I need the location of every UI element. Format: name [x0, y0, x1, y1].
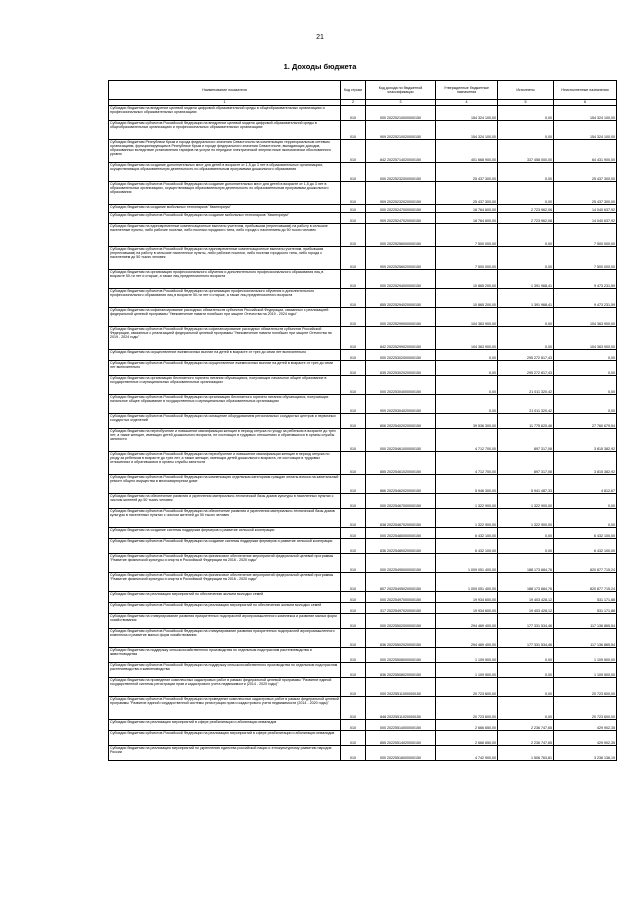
row-name: Субсидии бюджетам субъектов Российской Федерации на стимулирование развития приоритетных подотраслей агропромышленного комплекса и развитие малых форм хозяйствования: [109, 629, 341, 648]
row-code: 010: [341, 592, 366, 603]
budget-code: 909 20225232020000150: [366, 182, 436, 205]
executed-amount: 0,00: [498, 678, 554, 697]
budget-code: 000 20225497000000150: [366, 592, 436, 603]
executed-amount: 0,00: [498, 327, 554, 350]
executed-amount: 1 322 900,00: [498, 509, 554, 528]
column-number: 3: [366, 100, 436, 106]
budget-code: 866 20225462020000150: [366, 475, 436, 494]
row-code: 010: [341, 414, 366, 429]
remaining-amount: 117 136 865,54: [554, 614, 617, 629]
revenue-table: [108, 80, 617, 761]
remaining-amount: 64 431 900,00: [554, 140, 617, 163]
row-code: 010: [341, 494, 366, 509]
remaining-amount: 154 324 100,00: [554, 121, 617, 140]
executed-amount: 177 331 534,46: [498, 629, 554, 648]
row-code: 010: [341, 327, 366, 350]
budget-code: 855 20225514020000150: [366, 731, 436, 746]
remaining-amount: 3 815 382,92: [554, 429, 617, 452]
column-number: 4: [436, 100, 498, 106]
budget-code: 000 20225299000000150: [366, 308, 436, 327]
row-name: Субсидии бюджетам субъектов Российской Федерации на финансовое обеспечение мероприятий федеральной целевой программы "Развитие физической культуры и спорта в Российской Федерации на 2016 - 2020 годы": [109, 573, 341, 592]
budget-code: 909 20225247020000150: [366, 213, 436, 224]
table-row: [109, 224, 617, 247]
remaining-amount: 0,00: [554, 350, 617, 361]
row-code: 010: [341, 395, 366, 414]
table-row: [109, 429, 617, 452]
remaining-amount: 7 500 000,00: [554, 247, 617, 270]
row-name: Субсидии бюджетам на проведение комплексных кадастровых работ в рамках федеральной целевой программы "Развитие единой государственной системы регистрации прав и кадастрового учета недвижимости (2014 - 2020 годы)": [109, 678, 341, 697]
remaining-amount: 14 040 637,92: [554, 205, 617, 213]
row-name: Субсидии бюджетам субъектов Российской Федерации на обеспечение развития и укрепления материально-технической базы домов культуры в населенных пунктах с числом жителей до 50 тысяч человек: [109, 509, 341, 528]
page-number: 21: [316, 34, 324, 41]
executed-amount: 19 403 428,12: [498, 603, 554, 614]
budget-code: 000 20225302000000150: [366, 350, 436, 361]
executed-amount: 337 458 000,00: [498, 140, 554, 163]
row-code: 010: [341, 720, 366, 731]
executed-amount: 0,00: [498, 106, 554, 121]
budget-code: 855 20225461020000150: [366, 452, 436, 475]
approved-amount: 25 437 300,00: [436, 182, 498, 205]
approved-amount: 25 437 300,00: [436, 163, 498, 182]
row-code: 010: [341, 270, 366, 289]
executed-amount: 0,00: [498, 182, 554, 205]
table-row: [109, 163, 617, 182]
row-name: Субсидии бюджетам субъектов Российской Федерации на создание дополнительных мест для детей в возрасте от 1,5 до 3 лет в образовательных организациях, осуществляющих образовательную деятельность по образовательным программам дошкольного образования: [109, 182, 341, 205]
column-number: 6: [554, 100, 617, 106]
row-code: 010: [341, 528, 366, 539]
budget-code: 909 20225210020000150: [366, 121, 436, 140]
remaining-amount: 154 324 100,00: [554, 106, 617, 121]
approved-amount: 19 934 600,00: [436, 603, 498, 614]
budget-code: 000 20225480000000150: [366, 528, 436, 539]
row-name: Субсидии бюджетам на внедрение целевой модели цифровой образовательной среды в общеобразовательных организациях и профессиональных образовательных организациях: [109, 106, 341, 121]
row-code: 010: [341, 350, 366, 361]
remaining-amount: 9 473 231,59: [554, 289, 617, 308]
column-number: 2: [341, 100, 366, 106]
column-header: Исполнено: [498, 81, 554, 100]
executed-amount: 2 236 747,65: [498, 731, 554, 746]
table-body: [109, 106, 617, 761]
approved-amount: 0,00: [436, 350, 498, 361]
budget-code: 855 20225294020000150: [366, 289, 436, 308]
budget-code: 000 20225514000000150: [366, 720, 436, 731]
budget-code: 807 20225495020000150: [366, 573, 436, 592]
row-name: Субсидии бюджетам субъектов Российской Федерации на компенсацию отдельным категориям граждан оплаты взноса на капитальный ремонт общего имущества в многоквартирном доме: [109, 475, 341, 494]
row-name: Субсидии бюджетам субъектов Российской Федерации на поддержку сельскохозяйственного производства по отдельным подотраслям растениеводства и животноводства: [109, 663, 341, 678]
remaining-amount: 0,00: [554, 509, 617, 528]
executed-amount: 0,00: [498, 121, 554, 140]
approved-amount: 4 712 700,00: [436, 429, 498, 452]
approved-amount: 10 865 200,00: [436, 270, 498, 289]
row-code: 010: [341, 224, 366, 247]
remaining-amount: 0,00: [554, 376, 617, 395]
row-code: 010: [341, 361, 366, 376]
row-name: Субсидии бюджетам на поддержку сельскохозяйственного производства по отдельным подотраслям растениеводства и животноводства: [109, 648, 341, 663]
remaining-amount: 27 760 679,54: [554, 414, 617, 429]
row-code: 010: [341, 376, 366, 395]
executed-amount: 2 236 747,65: [498, 720, 554, 731]
budget-code: 317 20225497020000150: [366, 603, 436, 614]
table-row: [109, 247, 617, 270]
table-row: [109, 573, 617, 592]
row-name: Субсидии бюджетам субъектов Российской Федерации на финансовое обеспечение мероприятий федеральной целевой программы "Развитие физической культуры и спорта в Российской Федерации на 2016 - 2020 годы": [109, 554, 341, 573]
executed-amount: 1 391 968,41: [498, 289, 554, 308]
approved-amount: 20 723 600,00: [436, 697, 498, 720]
budget-code: 848 20225511020000150: [366, 697, 436, 720]
row-code: 010: [341, 663, 366, 678]
executed-amount: 0,00: [498, 539, 554, 554]
table-row: [109, 720, 617, 731]
approved-amount: 0,00: [436, 376, 498, 395]
row-code: 010: [341, 429, 366, 452]
executed-amount: 177 331 534,46: [498, 614, 554, 629]
approved-amount: 294 469 400,00: [436, 629, 498, 648]
remaining-amount: 7 500 000,00: [554, 224, 617, 247]
remaining-amount: 820 877 715,24: [554, 573, 617, 592]
budget-code: 000 20225495000000150: [366, 554, 436, 573]
budget-code: 000 20225256000000150: [366, 224, 436, 247]
budget-code: 000 20225210000000150: [366, 106, 436, 121]
remaining-amount: 1 109 500,00: [554, 663, 617, 678]
row-name: Субсидии бюджетам субъектов Российской Федерации на единовременные компенсационные выплаты учителям, прибывшим (переехавшим) на работу в сельские населенные пункты, либо рабочие поселки, либо поселки городского типа, либо города с населением до 50 тысяч человек: [109, 247, 341, 270]
budget-code: 806 20225402020000150: [366, 414, 436, 429]
remaining-amount: 104 363 900,00: [554, 308, 617, 327]
table-row: [109, 603, 617, 614]
row-code: 010: [341, 106, 366, 121]
row-name: Субсидии бюджетам субъектов Российской Федерации на переобучение и повышение квалификации женщин в период отпуска по уходу за ребенком в возрасте до трех лет, а также женщин, имеющих детей дошкольного возраста, не состоящих в трудовых отношениях и обратившихся в органы службы занятости: [109, 452, 341, 475]
approved-amount: 10 865 200,00: [436, 289, 498, 308]
executed-amount: 2 723 962,06: [498, 205, 554, 213]
table-row: [109, 452, 617, 475]
executed-amount: 0,00: [498, 648, 554, 663]
budget-code: 000 20225304000000150: [366, 376, 436, 395]
executed-amount: 0,00: [498, 697, 554, 720]
approved-amount: 5 946 300,00: [436, 475, 498, 494]
row-name: Субсидии бюджетам на реализацию мероприятий по укреплению единства российской нации и этнокультурному развитию народов России: [109, 746, 341, 761]
remaining-amount: 820 877 715,24: [554, 554, 617, 573]
table-row: [109, 629, 617, 648]
executed-amount: 897 317,08: [498, 429, 554, 452]
table-row: [109, 509, 617, 528]
remaining-amount: 0,00: [554, 494, 617, 509]
approved-amount: 294 469 400,00: [436, 614, 498, 629]
table-row: [109, 327, 617, 350]
executed-amount: 1 322 900,00: [498, 494, 554, 509]
approved-amount: 4 742 900,00: [436, 746, 498, 761]
table-row: [109, 121, 617, 140]
approved-amount: 104 363 900,00: [436, 308, 498, 327]
executed-amount: 1 506 763,81: [498, 746, 554, 761]
remaining-amount: 25 437 300,00: [554, 163, 617, 182]
row-code: 010: [341, 475, 366, 494]
executed-amount: 188 173 684,76: [498, 554, 554, 573]
approved-amount: 1 109 500,00: [436, 648, 498, 663]
approved-amount: 1 009 051 400,00: [436, 573, 498, 592]
row-name: Субсидии бюджетам на единовременные компенсационные выплаты учителям, прибывшим (переехавшим) на работу в сельские населенные пункты, либо рабочие поселки, либо поселки городского типа, либо города с населением до 50 тысяч человек: [109, 224, 341, 247]
remaining-amount: 6 432 100,00: [554, 528, 617, 539]
executed-amount: 21 011 320,42: [498, 376, 554, 395]
table-row: [109, 395, 617, 414]
row-name: Субсидии бюджетам на организацию бесплатного горячего питания обучающихся, получающих начальное общее образование в государственных и муниципальных образовательных организациях: [109, 376, 341, 395]
table-row: [109, 350, 617, 361]
executed-amount: 295 272 817,43: [498, 350, 554, 361]
row-code: 010: [341, 697, 366, 720]
budget-code: 836 20225480020000150: [366, 539, 436, 554]
executed-amount: 19 403 428,12: [498, 592, 554, 603]
remaining-amount: 531 171,88: [554, 592, 617, 603]
budget-code: 000 20225508000000150: [366, 648, 436, 663]
row-name: Субсидии бюджетам субъектов Российской Федерации на реализацию мероприятий по обеспечению жильем молодых семей: [109, 603, 341, 614]
row-name: Субсидии бюджетам субъектов Российской Федерации на софинансирование расходных обязательств субъектов Российской Федерации, связанных с реализацией федеральной целевой программы "Увековечение памяти погибших при защите Отечества на 2019 - 2024 годы": [109, 327, 341, 350]
budget-code: 909 20225304020000150: [366, 395, 436, 414]
approved-amount: 7 500 000,00: [436, 224, 498, 247]
row-code: 010: [341, 731, 366, 746]
table-row: [109, 376, 617, 395]
table-row: [109, 140, 617, 163]
row-code: 010: [341, 554, 366, 573]
remaining-amount: 25 437 300,00: [554, 182, 617, 205]
row-code: 010: [341, 509, 366, 528]
row-code: 010: [341, 539, 366, 554]
row-code: 010: [341, 573, 366, 592]
approved-amount: 2 666 650,00: [436, 720, 498, 731]
remaining-amount: 4 812,67: [554, 475, 617, 494]
row-name: Субсидии бюджетам субъектов Российской Федерации на организацию профессионального обучения и дополнительного профессионального образования лиц в возрасте 50-ти лет и старше, а также лиц предпенсионного возраста: [109, 289, 341, 308]
budget-code: 842 20225714020000150: [366, 140, 436, 163]
table-row: [109, 475, 617, 494]
table-row: [109, 539, 617, 554]
approved-amount: 0,00: [436, 395, 498, 414]
row-name: Субсидии бюджетам субъектов Российской Федерации на организацию бесплатного горячего питания обучающихся, получающих начальное общее образование в государственных и муниципальных образовательных организациях: [109, 395, 341, 414]
row-code: 010: [341, 452, 366, 475]
executed-amount: 5 941 487,33: [498, 475, 554, 494]
remaining-amount: 20 723 600,00: [554, 678, 617, 697]
table-row: [109, 528, 617, 539]
header-row: [109, 81, 617, 100]
approved-amount: 0,00: [436, 361, 498, 376]
executed-amount: 0,00: [498, 308, 554, 327]
column-header: Код дохода по бюджетной классификации: [366, 81, 436, 100]
executed-amount: 188 173 684,76: [498, 573, 554, 592]
executed-amount: 0,00: [498, 247, 554, 270]
approved-amount: 7 500 000,00: [436, 247, 498, 270]
row-name: Субсидии бюджетам субъектов Российской Федерации на создание мобильных технопарков "Кванториум": [109, 213, 341, 224]
table-row: [109, 731, 617, 746]
table-row: [109, 554, 617, 573]
row-code: 010: [341, 163, 366, 182]
table-row: [109, 494, 617, 509]
row-name: Субсидии бюджетам субъектов Российской Федерации на оснащение оборудованием региональных сосудистых центров и первичных сосудистых отделений: [109, 414, 341, 429]
budget-code: 835 20225302020000150: [366, 361, 436, 376]
executed-amount: 897 317,08: [498, 452, 554, 475]
remaining-amount: 0,00: [554, 361, 617, 376]
row-code: 010: [341, 614, 366, 629]
remaining-amount: 14 040 637,92: [554, 213, 617, 224]
table-row: [109, 663, 617, 678]
budget-code: 000 20225502000000150: [366, 614, 436, 629]
column-number: 5: [498, 100, 554, 106]
approved-amount: 154 324 100,00: [436, 121, 498, 140]
executed-amount: 21 011 320,42: [498, 395, 554, 414]
executed-amount: 295 272 817,43: [498, 361, 554, 376]
row-code: 010: [341, 648, 366, 663]
row-code: 010: [341, 205, 366, 213]
budget-code: 000 20225467000000150: [366, 494, 436, 509]
row-code: 010: [341, 140, 366, 163]
row-code: 010: [341, 289, 366, 308]
table-row: [109, 270, 617, 289]
budget-code: 000 20225247000000150: [366, 205, 436, 213]
row-name: Субсидии бюджетам субъектов Российской Федерации на реализацию мероприятий в сфере реабилитации и абилитации инвалидов: [109, 731, 341, 746]
row-name: Субсидии бюджетам Республики Крым и города федерального значения Севастополя на компенсацию территориальным сетевым организациям, функционирующим в Республике Крым и городе федерального значения Севастополе, выпадающих доходов, образованных вследствие установления тарифов на услуги по передаче электрической энергии ниже экономически обоснованного уровня: [109, 140, 341, 163]
budget-code: 000 20225232000000150: [366, 163, 436, 182]
row-name: Субсидии бюджетам на организацию профессионального обучения и дополнительного профессионального образования лиц в возрасте 50-ти лет и старше, а также лиц предпенсионного возраста: [109, 270, 341, 289]
row-name: Субсидии бюджетам субъектов Российской Федерации на осуществление ежемесячных выплат на детей в возрасте от трех до семи лет включительно: [109, 361, 341, 376]
table-row: [109, 182, 617, 205]
row-name: Субсидии бюджетам субъектов Российской Федерации на создание системы поддержки фермеров и развитие сельской кооперации: [109, 539, 341, 554]
table-row: [109, 106, 617, 121]
row-code: 010: [341, 603, 366, 614]
approved-amount: 2 666 650,00: [436, 731, 498, 746]
remaining-amount: 429 902,35: [554, 731, 617, 746]
executed-amount: 0,00: [498, 528, 554, 539]
table-row: [109, 746, 617, 761]
table-row: [109, 678, 617, 697]
column-header: Наименование показателя: [109, 81, 341, 100]
executed-amount: 0,00: [498, 224, 554, 247]
row-code: 010: [341, 182, 366, 205]
remaining-amount: 9 473 231,59: [554, 270, 617, 289]
remaining-amount: 3 236 136,19: [554, 746, 617, 761]
approved-amount: 1 109 500,00: [436, 663, 498, 678]
table-row: [109, 308, 617, 327]
approved-amount: 18 764 600,00: [436, 213, 498, 224]
row-name: Субсидии бюджетам на реализацию мероприятий в сфере реабилитации и абилитации инвалидов: [109, 720, 341, 731]
approved-amount: 19 934 600,00: [436, 592, 498, 603]
executed-amount: 1 391 968,41: [498, 270, 554, 289]
budget-code: 000 20225294000000150: [366, 270, 436, 289]
approved-amount: 104 363 900,00: [436, 327, 498, 350]
budget-code: 842 20225299020000150: [366, 327, 436, 350]
approved-amount: 1 322 900,00: [436, 494, 498, 509]
row-name: Субсидии бюджетам на реализацию мероприятий по обеспечению жильем молодых семей: [109, 592, 341, 603]
approved-amount: 18 764 600,00: [436, 205, 498, 213]
budget-code: 000 20225511000000150: [366, 678, 436, 697]
row-code: 010: [341, 308, 366, 327]
approved-amount: 154 324 100,00: [436, 106, 498, 121]
row-code: 010: [341, 678, 366, 697]
row-name: Субсидии бюджетам на создание мобильных технопарков "Кванториум": [109, 205, 341, 213]
row-name: Субсидии бюджетам на переобучение и повышение квалификации женщин в период отпуска по уходу за ребенком в возрасте до трех лет, а также женщин, имеющих детей дошкольного возраста, не состоящих в трудовых отношениях и обратившихся в органы службы занятости: [109, 429, 341, 452]
remaining-amount: 0,00: [554, 395, 617, 414]
row-name: Субсидии бюджетам на обеспечение развития и укрепления материально-технической базы домов культуры в населенных пунктах с числом жителей до 50 тысяч человек: [109, 494, 341, 509]
remaining-amount: 429 902,35: [554, 720, 617, 731]
table-row: [109, 361, 617, 376]
executed-amount: 2 723 962,08: [498, 213, 554, 224]
budget-code: 909 20225256020000150: [366, 247, 436, 270]
approved-amount: 1 322 900,00: [436, 509, 498, 528]
row-name: Субсидии бюджетам на софинансирование расходных обязательств субъектов Российской Федерации, связанных с реализацией федеральной целевой программы "Увековечение памяти погибших при защите Отечества на 2019 - 2024 годы": [109, 308, 341, 327]
row-code: 010: [341, 213, 366, 224]
row-name: Субсидии бюджетам субъектов Российской Федерации на внедрение целевой модели цифровой образовательной среды в общеобразовательных организациях и профессиональных образовательных организациях: [109, 121, 341, 140]
remaining-amount: 117 136 865,54: [554, 629, 617, 648]
row-name: Субсидии бюджетам на осуществление ежемесячных выплат на детей в возрасте от трех до семи лет включительно: [109, 350, 341, 361]
column-header: Код строки: [341, 81, 366, 100]
approved-amount: 39 536 300,00: [436, 414, 498, 429]
row-code: 010: [341, 746, 366, 761]
budget-code: 000 20225516000000150: [366, 746, 436, 761]
row-code: 010: [341, 629, 366, 648]
budget-code: 000 20225461000000150: [366, 429, 436, 452]
table-row: [109, 648, 617, 663]
table-row: [109, 592, 617, 603]
budget-code: 838 20225467020000150: [366, 509, 436, 528]
document-title: 1. Доходы бюджета: [283, 62, 357, 71]
row-name: Субсидии бюджетам на создание системы поддержки фермеров и развитие сельской кооперации: [109, 528, 341, 539]
remaining-amount: 104 363 900,00: [554, 327, 617, 350]
row-code: 010: [341, 247, 366, 270]
column-number: 1: [109, 100, 341, 106]
executed-amount: 0,00: [498, 163, 554, 182]
table-row: [109, 213, 617, 224]
row-name: Субсидии бюджетам на создание дополнительных мест для детей в возрасте от 1,5 до 3 лет в образовательных организациях, осуществляющих образовательную деятельность по образовательным программам дошкольного образования: [109, 163, 341, 182]
row-name: Субсидии бюджетам субъектов Российской Федерации на проведение комплексных кадастровых работ в рамках федеральной целевой программы "Развитие единой государственной системы регистрации прав и кадастрового учета недвижимости (2014 - 2020 годы)": [109, 697, 341, 720]
approved-amount: 4 712 700,00: [436, 452, 498, 475]
approved-amount: 401 668 900,00: [436, 140, 498, 163]
executed-amount: 11 775 620,46: [498, 414, 554, 429]
table-row: [109, 614, 617, 629]
remaining-amount: 1 109 500,00: [554, 648, 617, 663]
approved-amount: 1 009 051 400,00: [436, 554, 498, 573]
remaining-amount: 3 815 382,92: [554, 452, 617, 475]
row-name: Субсидии бюджетам на стимулирование развития приоритетных подотраслей агропромышленного комплекса и развитие малых форм хозяйствования: [109, 614, 341, 629]
column-header: Неисполненные назначения: [554, 81, 617, 100]
table-row: [109, 205, 617, 213]
approved-amount: 6 432 100,00: [436, 539, 498, 554]
approved-amount: 20 723 600,00: [436, 678, 498, 697]
budget-code: 836 20225502020000150: [366, 629, 436, 648]
table-row: [109, 697, 617, 720]
executed-amount: 0,00: [498, 663, 554, 678]
remaining-amount: 6 432 100,00: [554, 539, 617, 554]
approved-amount: 6 432 100,00: [436, 528, 498, 539]
row-code: 010: [341, 121, 366, 140]
budget-code: 836 20225508020000150: [366, 663, 436, 678]
remaining-amount: 531 171,88: [554, 603, 617, 614]
table-row: [109, 414, 617, 429]
table-row: [109, 289, 617, 308]
remaining-amount: 20 723 600,00: [554, 697, 617, 720]
column-header: Утвержденные бюджетные назначения: [436, 81, 498, 100]
